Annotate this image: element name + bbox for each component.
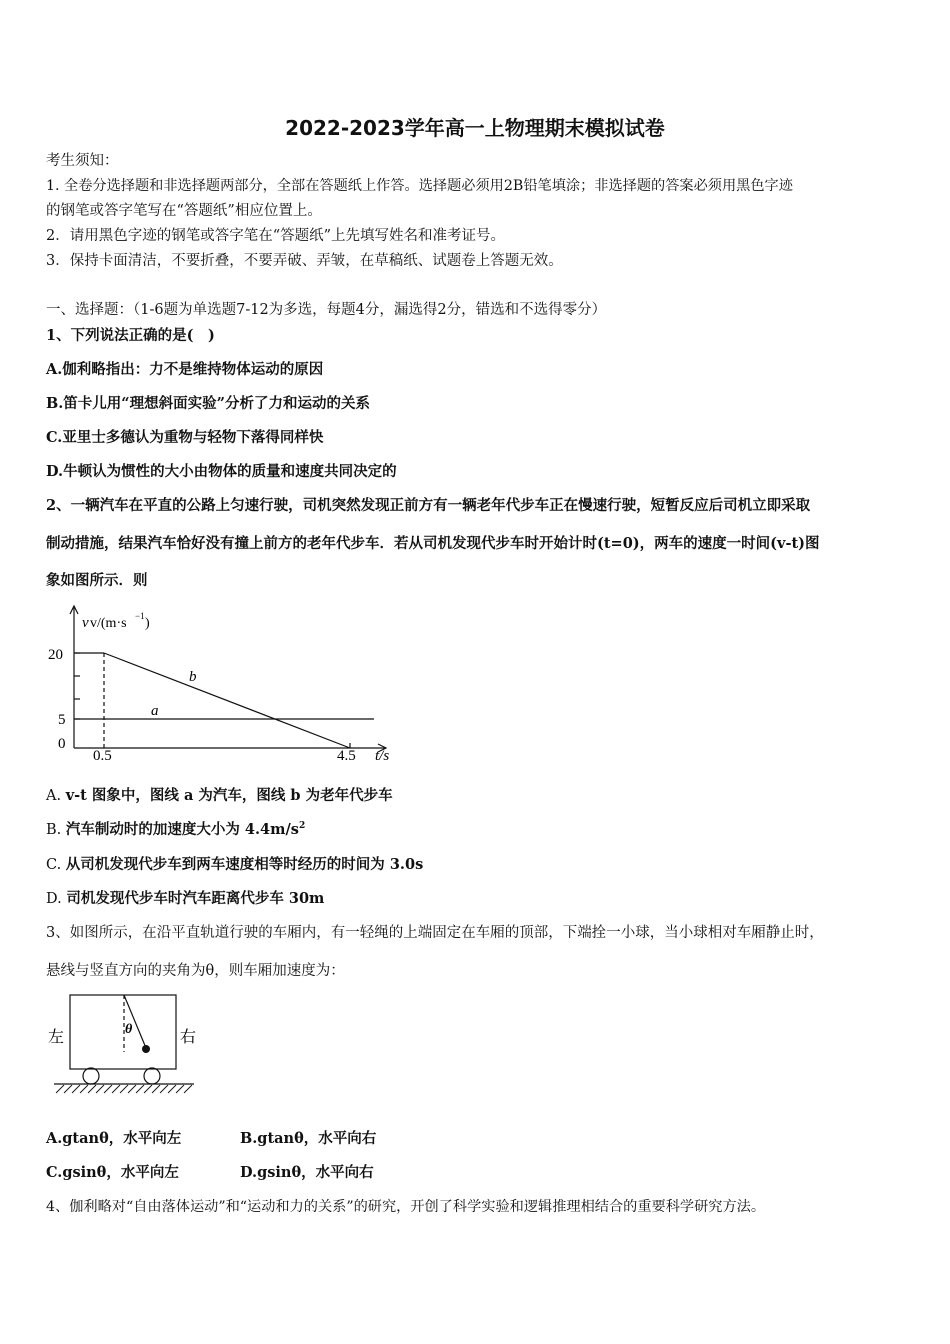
q3-option-b: B.gtanθ，水平向右 — [240, 1130, 377, 1147]
q1-option-d: D.牛顿认为惯性的大小由物体的质量和速度共同决定的 — [46, 463, 397, 480]
q2-option-d: D. 司机发现代步车时汽车距离代步车 30m — [46, 890, 325, 907]
q2-stem-line-2: 制动措施，结果汽车恰好没有撞上前方的老年代步车．若从司机发现代步车时开始计时(t=0)，两车的速度一时间(v-t)图 — [46, 535, 820, 552]
line-b-slope — [104, 653, 350, 748]
q2-stem-line-3: 象如图所示．则 — [46, 572, 148, 589]
notice-item-1: 1. 全卷分选择题和非选择题两部分，全部在答题纸上作答。选择题必须用2B铅笔填涂；非选择题的答案必须用黑色字迹 — [46, 178, 793, 194]
section-heading: 一、选择题：（1-6题为单选题7-12为多选，每题4分，漏选得2分，错选和不选得零分） — [46, 302, 607, 318]
q3-option-a: A.gtanθ，水平向左 — [46, 1130, 182, 1147]
q1-option-b: B.笛卡儿用“理想斜面实验”分析了力和运动的关系 — [46, 395, 370, 412]
tick-label-20: 20 — [48, 647, 63, 663]
y-axis-label: v/(m·s — [90, 616, 127, 631]
ground-hatch — [56, 1085, 192, 1093]
q4-stem: 4、伽利略对“自由落体运动”和“运动和力的关系”的研究，开创了科学实验和逻辑推理相结合的重要科学研究方法。 — [46, 1199, 766, 1215]
x-axis-label: t/s — [375, 748, 390, 764]
q1-stem: 1、下列说法正确的是( ) — [46, 327, 215, 344]
q3-option-d: D.gsinθ，水平向右 — [240, 1164, 374, 1181]
label-right: 右 — [180, 1029, 197, 1046]
tick-label-0.5: 0.5 — [93, 748, 112, 764]
series-label-b: b — [189, 669, 197, 685]
series-label-a: a — [151, 703, 159, 719]
y-axis-label-sup: −1 — [135, 611, 145, 621]
page-title: 2022-2023学年高一上物理期末模拟试卷 — [285, 116, 665, 140]
carriage-box — [70, 995, 176, 1069]
q2-option-c: C. 从司机发现代步车到两车速度相等时经历的时间为 3.0s — [46, 856, 424, 873]
q3-stem-line-1: 3、如图所示，在沿平直轨道行驶的车厢内，有一轻绳的上端固定在车厢的顶部，下端拴一小球，当小球相对车厢静止时， — [46, 925, 824, 941]
carriage-figure — [44, 990, 214, 1100]
y-axis-label-v: v — [82, 615, 89, 631]
y-axis-label-end: ) — [145, 616, 150, 631]
q1-option-a: A.伽利略指出：力不是维持物体运动的原因 — [46, 361, 324, 378]
notice-item-2: 2．请用黑色字迹的钢笔或答字笔在“答题纸”上先填写姓名和准考证号。 — [46, 228, 506, 244]
notice-item-3: 3．保持卡面清洁，不要折叠，不要弄破、弄皱，在草稿纸、试题卷上答题无效。 — [46, 253, 563, 269]
q3-option-c: C.gsinθ，水平向左 — [46, 1164, 179, 1181]
vt-graph — [44, 603, 404, 771]
label-left: 左 — [48, 1029, 65, 1046]
q2-option-b: B. 汽车制动时的加速度大小为 $4.4m/s^2$ — [46, 821, 306, 838]
tick-label-0: 0 — [58, 736, 66, 752]
wheel-right — [144, 1068, 160, 1084]
ball — [142, 1045, 150, 1053]
wheel-left — [83, 1068, 99, 1084]
q2-stem-line-1: 2、一辆汽车在平直的公路上匀速行驶，司机突然发现正前方有一辆老年代步车正在慢速行驶，短暂反应后司机立即采取 — [46, 497, 811, 514]
q3-stem-line-2: 悬线与竖直方向的夹角为θ，则车厢加速度为： — [46, 963, 345, 979]
q2-option-a: A. v-t 图象中，图线 a 为汽车，图线 b 为老年代步车 — [46, 787, 393, 804]
notice-item-1-cont: 的钢笔或答字笔写在“答题纸”相应位置上。 — [46, 203, 322, 219]
q1-option-c: C.亚里士多德认为重物与轻物下落得同样快 — [46, 429, 324, 446]
label-theta: θ — [125, 1022, 133, 1037]
tick-label-4.5: 4.5 — [337, 748, 356, 764]
tick-label-5: 5 — [58, 712, 66, 728]
notice-heading: 考生须知： — [46, 153, 119, 169]
